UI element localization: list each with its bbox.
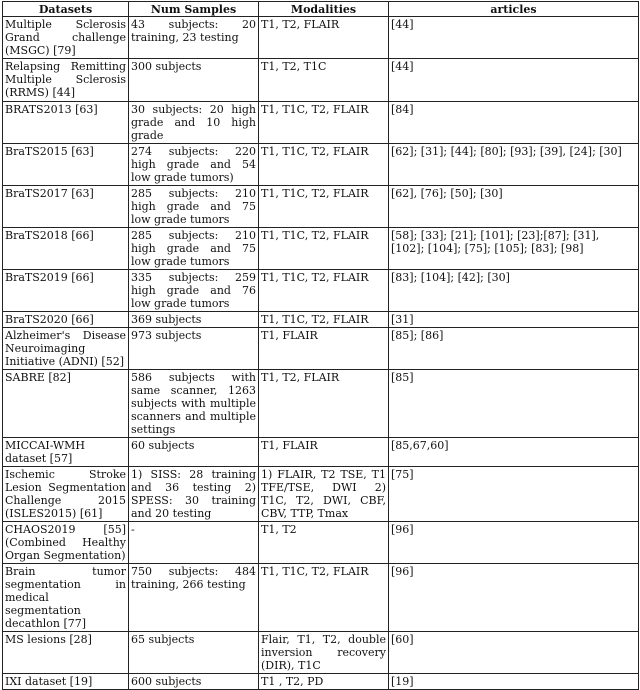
articles-cell: [31] <box>389 312 639 328</box>
articles-cell: [60] <box>389 632 639 674</box>
table-row <box>3 467 639 522</box>
modalities-cell: Flair, T1, T2, double inversion recovery (DIR), T1C <box>259 632 389 674</box>
table-row <box>3 522 639 564</box>
samples-cell: 285 subjects: 210 high grade and 75 low grade tumors <box>129 228 259 270</box>
samples-cell: 973 subjects <box>129 328 259 370</box>
articles-cell: [62], [76]; [50]; [30] <box>389 186 639 228</box>
articles-cell: [44] <box>389 17 639 59</box>
articles-cell: [84] <box>389 102 639 144</box>
samples-cell: 586 subjects with same scanner, 1263 subjects with multiple scanners and multiple settings <box>129 370 259 438</box>
modalities-cell: T1, T1C, T2, FLAIR <box>259 564 389 632</box>
articles-cell: [96] <box>389 522 639 564</box>
samples-cell: 750 subjects: 484 training, 266 testing <box>129 564 259 632</box>
samples-cell: 60 subjects <box>129 438 259 467</box>
table-row <box>3 564 639 632</box>
table-row <box>3 186 639 228</box>
articles-cell: [19] <box>389 674 639 690</box>
dataset-cell: Relapsing Remitting Multiple Sclerosis (RRMS) [44] <box>3 59 129 102</box>
modalities-cell: T1, T1C, T2, FLAIR <box>259 102 389 144</box>
header-articles: articles <box>389 2 639 17</box>
dataset-cell: BraTS2017 [63] <box>3 186 129 228</box>
header-modalities: Modalities <box>259 2 389 17</box>
samples-cell: - <box>129 522 259 564</box>
dataset-cell: BraTS2015 [63] <box>3 144 129 186</box>
dataset-cell: BraTS2018 [66] <box>3 228 129 270</box>
header-datasets: Datasets <box>3 2 129 17</box>
modalities-cell: T1, FLAIR <box>259 438 389 467</box>
table-row <box>3 59 639 102</box>
datasets-table <box>2 1 639 690</box>
header-num-samples: Num Samples <box>129 2 259 17</box>
modalities-cell: T1, T1C, T2, FLAIR <box>259 270 389 312</box>
modalities-cell: T1, T2, FLAIR <box>259 17 389 59</box>
samples-cell: 335 subjects: 259 high grade and 76 low grade tumors <box>129 270 259 312</box>
dataset-cell: SABRE [82] <box>3 370 129 438</box>
table-row <box>3 228 639 270</box>
modalities-cell: 1) FLAIR, T2 TSE, T1 TFE/TSE, DWI 2) T1C, T2, DWI, CBF, CBV, TTP, Tmax <box>259 467 389 522</box>
dataset-cell: BRATS2013 [63] <box>3 102 129 144</box>
articles-cell: [85,67,60] <box>389 438 639 467</box>
dataset-cell: Multiple Sclerosis Grand challenge (MSGC) [79] <box>3 17 129 59</box>
samples-cell: 65 subjects <box>129 632 259 674</box>
dataset-cell: BraTS2019 [66] <box>3 270 129 312</box>
table-row <box>3 632 639 674</box>
table-row <box>3 270 639 312</box>
table-row <box>3 312 639 328</box>
table-row <box>3 370 639 438</box>
modalities-cell: T1, T1C, T2, FLAIR <box>259 144 389 186</box>
dataset-cell: BraTS2020 [66] <box>3 312 129 328</box>
samples-cell: 43 subjects: 20 training, 23 testing <box>129 17 259 59</box>
modalities-cell: T1, T2, FLAIR <box>259 370 389 438</box>
samples-cell: 1) SISS: 28 training and 36 testing 2) SPESS: 30 training and 20 testing <box>129 467 259 522</box>
header-row <box>3 2 639 17</box>
articles-cell: [83]; [104]; [42]; [30] <box>389 270 639 312</box>
table-row <box>3 102 639 144</box>
table-row <box>3 144 639 186</box>
articles-cell: [75] <box>389 467 639 522</box>
modalities-cell: T1 , T2, PD <box>259 674 389 690</box>
samples-cell: 30 subjects: 20 high grade and 10 high grade <box>129 102 259 144</box>
dataset-cell: IXI dataset [19] <box>3 674 129 690</box>
modalities-cell: T1, T2 <box>259 522 389 564</box>
articles-cell: [96] <box>389 564 639 632</box>
articles-cell: [85] <box>389 370 639 438</box>
samples-cell: 300 subjects <box>129 59 259 102</box>
articles-cell: [44] <box>389 59 639 102</box>
modalities-cell: T1, T1C, T2, FLAIR <box>259 312 389 328</box>
dataset-cell: MICCAI-WMH dataset [57] <box>3 438 129 467</box>
dataset-cell: MS lesions [28] <box>3 632 129 674</box>
articles-cell: [85]; [86] <box>389 328 639 370</box>
table-row <box>3 438 639 467</box>
samples-cell: 285 subjects: 210 high grade and 75 low grade tumors <box>129 186 259 228</box>
articles-cell: [58]; [33]; [21]; [101]; [23];[87]; [31], [102]; [104]; [75]; [105]; [83]; [98] <box>389 228 639 270</box>
dataset-cell: CHAOS2019 [55](Combined Healthy Organ Segmentation) <box>3 522 129 564</box>
dataset-cell: Ischemic Stroke Lesion Segmentation Challenge 2015 (ISLES2015) [61] <box>3 467 129 522</box>
modalities-cell: T1, T2, T1C <box>259 59 389 102</box>
modalities-cell: T1, T1C, T2, FLAIR <box>259 186 389 228</box>
table-row <box>3 17 639 59</box>
articles-cell: [62]; [31]; [44]; [80]; [93]; [39], [24]; [30] <box>389 144 639 186</box>
dataset-cell: Alzheimer's Disease Neuroimaging Initiative (ADNI) [52] <box>3 328 129 370</box>
dataset-cell: Brain tumor segmentation in medical segmentation decathlon [77] <box>3 564 129 632</box>
table-row <box>3 674 639 690</box>
samples-cell: 369 subjects <box>129 312 259 328</box>
samples-cell: 600 subjects <box>129 674 259 690</box>
modalities-cell: T1, T1C, T2, FLAIR <box>259 228 389 270</box>
table-row <box>3 328 639 370</box>
samples-cell: 274 subjects: 220 high grade and 54 low grade tumors) <box>129 144 259 186</box>
modalities-cell: T1, FLAIR <box>259 328 389 370</box>
